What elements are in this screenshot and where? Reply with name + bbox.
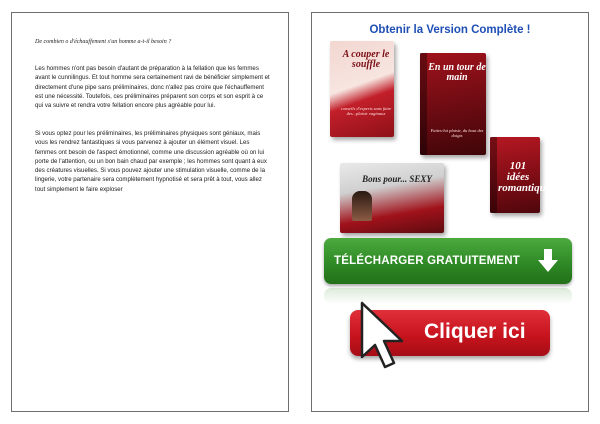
promo-page-right	[311, 12, 589, 412]
book-title: En un tour de main	[428, 62, 486, 83]
body-paragraph-1: Les hommes n'ont pas besoin d'autant de préparation à la fellation que les femmes avant le cunnilingus. Et tout homme sera certainement ravi de bénéficier simplement et directement d'une pipe sans préliminaires, donc n'allez pas croire que l'échauffement est une nécessité. Toutefois, ces préliminaires préparent son corps et son esprit à ce qui va suivre et rendra votre fellation encore plus agréable pour lui.	[35, 65, 270, 110]
book-cover-101-idees-romantiques	[490, 137, 555, 213]
mouse-cursor-icon	[358, 301, 410, 371]
book-cover-bons-pour-sexy	[340, 163, 444, 233]
book-title: 101 idées romantiques	[498, 160, 555, 194]
body-paragraph-2: Si vous optez pour les préliminaires, les préliminaires physiques sont géniaux, mais vous les rendrez fantastiques si vous parvenez à ajouter un élément visuel. Les femmes ont besoin de l'aspect émotionnel, comme une discussion agréable où on lui porte de l'attention, ou un bon bain chaud par exemple ; les hommes sont quant à eux des créatures visuelles. Si vous pouvez ajouter une stimulation visuelle, comme de la lingerie, votre partenaire sera complètement hypnotisé et sera prêt à tout, vous allez tout simplement le faire exploser	[35, 130, 267, 193]
book-spine	[490, 137, 497, 213]
book-subtitle: Faites-lui plaisir, du bout des doigts	[430, 128, 484, 138]
download-arrow-icon	[538, 249, 558, 273]
book-subtitle: conseils d'experts sans faire des...plaisir vaginaux	[340, 106, 392, 116]
book-cover-figure	[352, 191, 372, 221]
download-free-button[interactable]	[324, 238, 572, 284]
section-heading: De combien o d'échauffement s'un homme a-t-il besoin ?	[35, 39, 172, 45]
book-cover-a-couper-le-souffle	[330, 41, 394, 137]
book-title: A couper le souffle	[342, 49, 390, 70]
book-title: Bons pour... SEXY	[362, 174, 432, 184]
download-button-label: TÉLÉCHARGER GRATUITEMENT	[334, 255, 521, 267]
book-cover-en-un-tour-de-main	[420, 53, 486, 155]
book-spine	[420, 53, 427, 155]
promo-title: Obtenir la Version Complète !	[369, 24, 531, 36]
click-button-label: Cliquer ici	[424, 320, 526, 343]
document-page-left	[11, 12, 289, 412]
